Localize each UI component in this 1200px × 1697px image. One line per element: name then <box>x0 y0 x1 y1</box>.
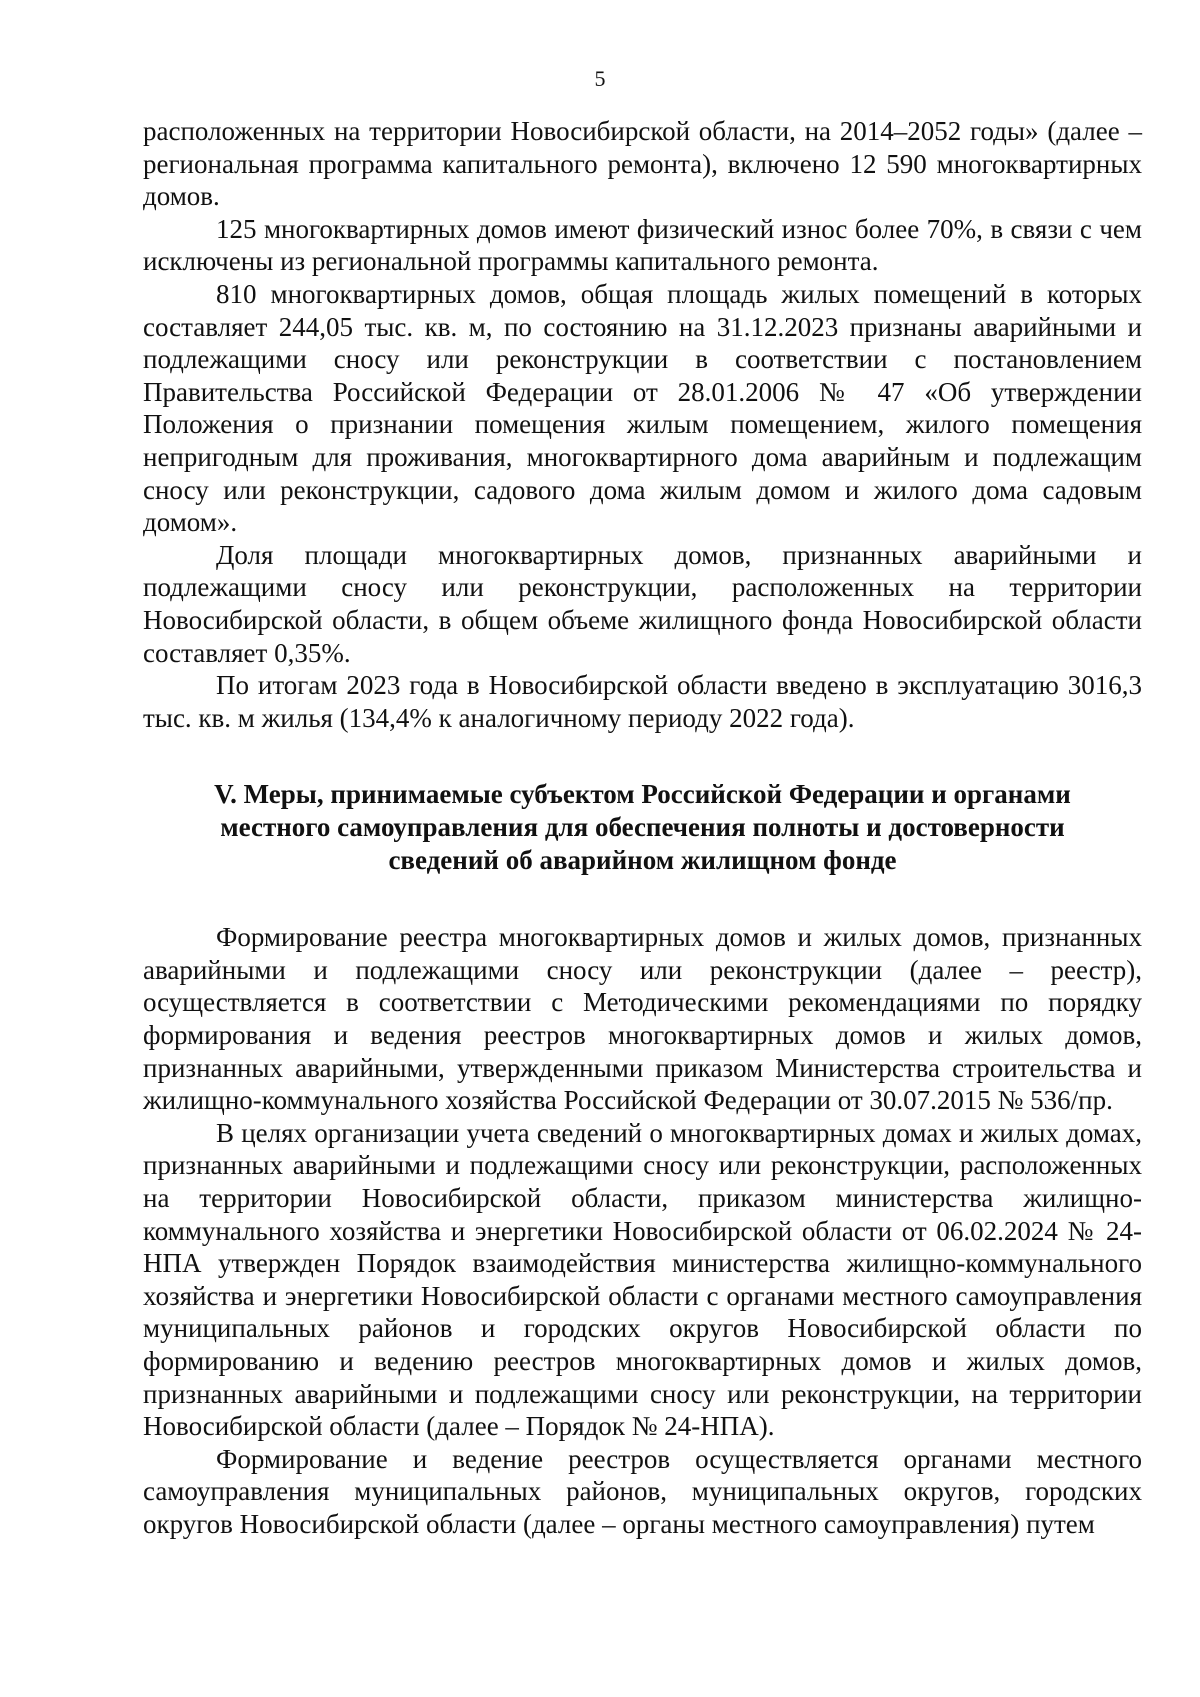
section-heading-line: местного самоуправления для обеспечения полноты и достоверности <box>220 812 1065 843</box>
page-number: 5 <box>594 66 606 91</box>
paragraph: 810 многоквартирных домов, общая площадь жилых помещений в которых составляет 244,05 тыс. кв. м, по состоянию на 31.12.2023 признаны аварийными и подлежащими сносу или реконструкции в соответствии с постановлением Правительства Российской Федерации от 28.01.2006 № 47 «Об утверждении Положения о признании помещения жилым помещением, жилого помещения непригодным для проживания, многоквартирного дома аварийным и подлежащим сносу или реконструкции, садового дома жилым домом и жилого дома садовым домом». <box>143 278 1142 538</box>
section-heading <box>143 778 1142 877</box>
section-heading-line: сведений об аварийном жилищном фонде <box>388 845 897 876</box>
paragraph: По итогам 2023 года в Новосибирской области введено в эксплуатацию 3016,3 тыс. кв. м жилья (134,4% к аналогичному периоду 2022 года). <box>143 670 1142 733</box>
paragraph: В целях организации учета сведений о многоквартирных домах и жилых домах, признанных аварийными и подлежащими сносу или реконструкции, расположенных на территории Новосибирской области, приказом министерства жилищно-коммунального хозяйства и энергетики Новосибирской области от 06.02.2024 № 24-НПА утвержден Порядок взаимодействия министерства жилищно-коммунального хозяйства и энергетики Новосибирской области с органами местного самоуправления муниципальных районов и городских округов Новосибирской области по формированию и ведению реестров многоквартирных домов и жилых домов, признанных аварийными и подлежащими сносу или реконструкции, на территории Новосибирской области (далее – Порядок № 24-НПА). <box>143 1117 1142 1442</box>
paragraph: Формирование и ведение реестров осуществляется органами местного самоуправления муниципальных районов, муниципальных округов, городских округов Новосибирской области (далее – органы местного самоуправления) путем <box>143 1443 1142 1539</box>
document-body <box>143 115 1142 1541</box>
paragraph: Формирование реестра многоквартирных домов и жилых домов, признанных аварийными и подлежащими сносу или реконструкции (далее – реестр), осуществляется в соответствии с Методическими рекомендациями по порядку формирования и ведения реестров многоквартирных домов и жилых домов, признанных аварийными, утвержденными приказом Министерства строительства и жилищно-коммунального хозяйства Российской Федерации от 30.07.2015 № 536/пр. <box>143 922 1142 1116</box>
paragraph: Доля площади многоквартирных домов, признанных аварийными и подлежащими сносу или реконструкции, расположенных на территории Новосибирской области, в общем объеме жилищного фонда Новосибирской области составляет 0,35%. <box>143 539 1142 668</box>
paragraphs-before-heading <box>143 115 1142 734</box>
paragraphs-after-heading <box>143 921 1142 1540</box>
section-heading-line: V. Меры, принимаемые субъектом Российской Федерации и органами <box>214 779 1071 810</box>
paragraph: 125 многоквартирных домов имеют физический износ более 70%, в связи с чем исключены из региональной программы капитального ремонта. <box>143 213 1142 277</box>
paragraph: расположенных на территории Новосибирской области, на 2014–2052 годы» (далее – региональная программа капитального ремонта), включено 12 590 многоквартирных домов. <box>143 116 1142 212</box>
